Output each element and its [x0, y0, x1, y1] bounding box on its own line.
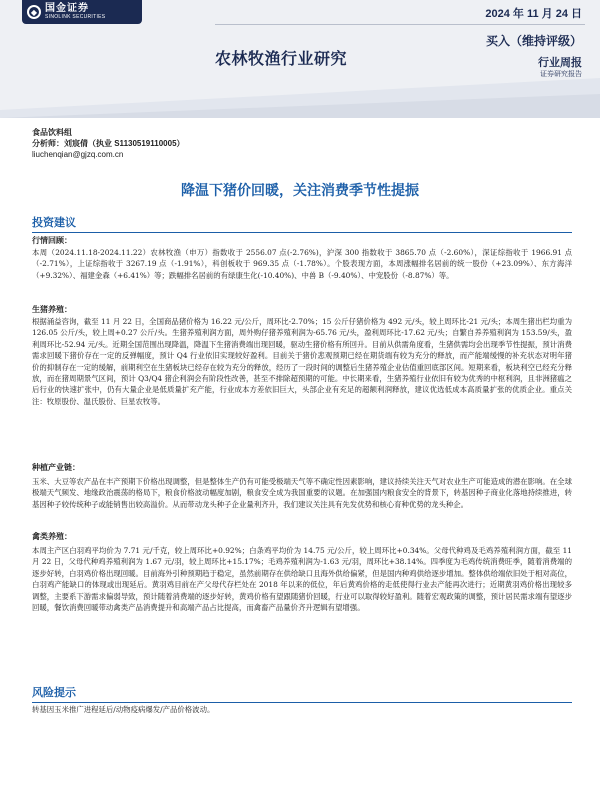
risk-paragraph: 转基因玉米推广进程延后/动物疫病爆发/产品价格波动。: [32, 705, 215, 714]
header-decoration: [0, 70, 600, 118]
report-date: 2024 年 11 月 24 日: [485, 8, 582, 20]
company-logo: [22, 0, 142, 24]
pig-paragraph: 根据涌益咨询，截至 11 月 22 日，全国商品猪价格为 16.22 元/公斤，周环比-2.70%；15 公斤仔猪价格为 492 元/头，较上周环比-21 元/头；本周生猪出栏均重为 126.05 公斤/头，较上周+0.27 公斤/头。生猪养殖利润方面，周外购仔猪养殖利润为-65.76 元/头，盈利周环比-17.62 元/头；自繁自养养殖利润为 153.59/头，盈利周环比-52.94 元/头。近期全国范围出现降温，降温下生猪消费端出现回暖，驱动生猪价格有所回升。目前从供需角度看，生猪供需均会出现季节性提振，预计消费需求回暖下猪价存在一定的反弹幅度，预计 Q4 行业依旧实现较好盈利。目前关于猪价悲观预期已经在期货端有较为充分的释放，而产能端缓慢的补充状态对明年猪价的抑制存在一定的缓解，前期利空在生猪板块已经存在较为充分的释放，经历了一段时间的调整后生猪养殖企业估值重回底部区间。短期来看，板块利空已经充分释放，而在猪周期景气区间，预计 Q3/Q4 猪企利润会有阶段性改善，甚至不排除超预期的可能。中长期来看，生猪养殖行业依旧有较为优秀的中枢利润，且非洲猪瘟之后行业的快速扩张中，仍有大量企业是低质量扩充产能，行业成本方差依旧巨大，头部企业有充足的超额利润释放，建议优选低成本高质量扩张的优质企业。重点关注：牧原股份、温氏股份、巨星农牧等。: [32, 317, 572, 406]
poultry-heading: 禽类养殖：: [32, 532, 72, 541]
section-title: 投资建议: [32, 217, 76, 229]
logo-icon: ◆: [27, 5, 41, 19]
report-header: [0, 0, 600, 118]
header-divider: [215, 24, 585, 25]
team-name: 食品饮料组: [32, 128, 72, 137]
industry-title: 农林牧渔行业研究: [215, 51, 348, 68]
seed-heading: 种植产业链：: [32, 463, 80, 472]
report-subtype: 证券研究报告: [540, 71, 582, 78]
analyst-info: [32, 127, 185, 160]
section-divider: [32, 232, 572, 233]
market-heading: 行情回顾：: [32, 236, 72, 245]
report-type: 行业周报: [538, 57, 582, 69]
market-paragraph: 本周（2024.11.18-2024.11.22）农林牧渔（申万）指数收于 2556.07 点(-2.76%)，沪深 300 指数收于 3865.70 点（-2.60%），深证综指收于 1966.91 点（-2.71%），上证综指收于 3267.19 点（-1.91%），科创板收于 969.35 点（-1.78%）。个股表现方面，本周涨幅排名居前的统一股份（+23.09%）、东方海洋（+9.32%）、福建金森（+6.41%）等；跌幅排名居前的有绿康生化(-10.40%)、中兽 B（-9.40%）、中宠股份（-8.87%）等。: [32, 248, 572, 280]
invest-section-header: [32, 214, 572, 233]
logo-name-cn: 国金证券: [45, 3, 89, 15]
seed-paragraph: 玉米、大豆等农产品在丰产预期下价格出现调整，但是整体生产仍有可能受极端天气等不确定性因素影响，建议持续关注天气对农业生产可能造成的潜在影响。在全球极端天气频发、地缘政治震荡的格局下，粮食价格波动幅度加剧，粮食安全成为我国重要的议题。在加强国内粮食安全的背景下，转基因种子商业化落地持续推进，转基因种子较传统种子或能销售出较高溢价。从而带动龙头种子企业量利齐升，我们建议关注具有先发优势和核心育种优势的龙头种企。: [32, 477, 572, 509]
page-title: 降温下猪价回暖，关注消费季节性提振: [181, 182, 419, 198]
pig-heading: 生猪养殖：: [32, 305, 72, 314]
section-title: 风险提示: [32, 687, 76, 699]
risk-section-header: [32, 684, 572, 703]
section-divider: [32, 702, 572, 703]
logo-name-en: SINOLINK SECURITIES: [45, 13, 106, 20]
rating-label: 买入（维持评级）: [485, 34, 582, 48]
analyst-email[interactable]: liuchenqian@gjzq.com.cn: [32, 150, 124, 159]
poultry-paragraph: 本周主产区白羽鸡平均价为 7.71 元/千克，较上周环比+0.92%；白条鸡平均价为 14.75 元/公斤，较上周环比+0.34%。父母代种鸡及毛鸡养殖利润方面，截至 11 月 22 日，父母代种鸡养殖利润为 1.67 元/羽，较上周环比+15.17%；毛鸡养殖利润为-1.63 元/羽，周环比+38.14%。四季度为毛鸡传统消费旺季，随着消费端的逐步好转，白羽鸡价格出现回暖。目前海外引种预期趋于稳定，虽然前期存在供给缺口且海外供给偏紧，但是国内种鸡供给逐步增加。整体供给端依旧处于相对高位，白羽鸡产能缺口的体现或出现延后。黄羽鸡目前在产父母代存栏处在 2018 年以来的低位，年后黄鸡价格的走低使得行业去产能再次进行；近期黄羽鸡价格出现较多调整，主要系下游需求偏弱导致，预计随着消费端的逐步好转，黄鸡价格有望跟随猪价回暖，行业可以取得较好盈利。随着宏观政策的调整，预计居民需求端有望逐步回暖，餐饮消费回暖带动禽类产品消费提升和高端产品占比提高，而禽畜产品量价齐升逻辑有望增强。: [32, 546, 572, 613]
analyst-name: 分析师：刘宸倩（执业 S1130519110005）: [32, 139, 185, 148]
